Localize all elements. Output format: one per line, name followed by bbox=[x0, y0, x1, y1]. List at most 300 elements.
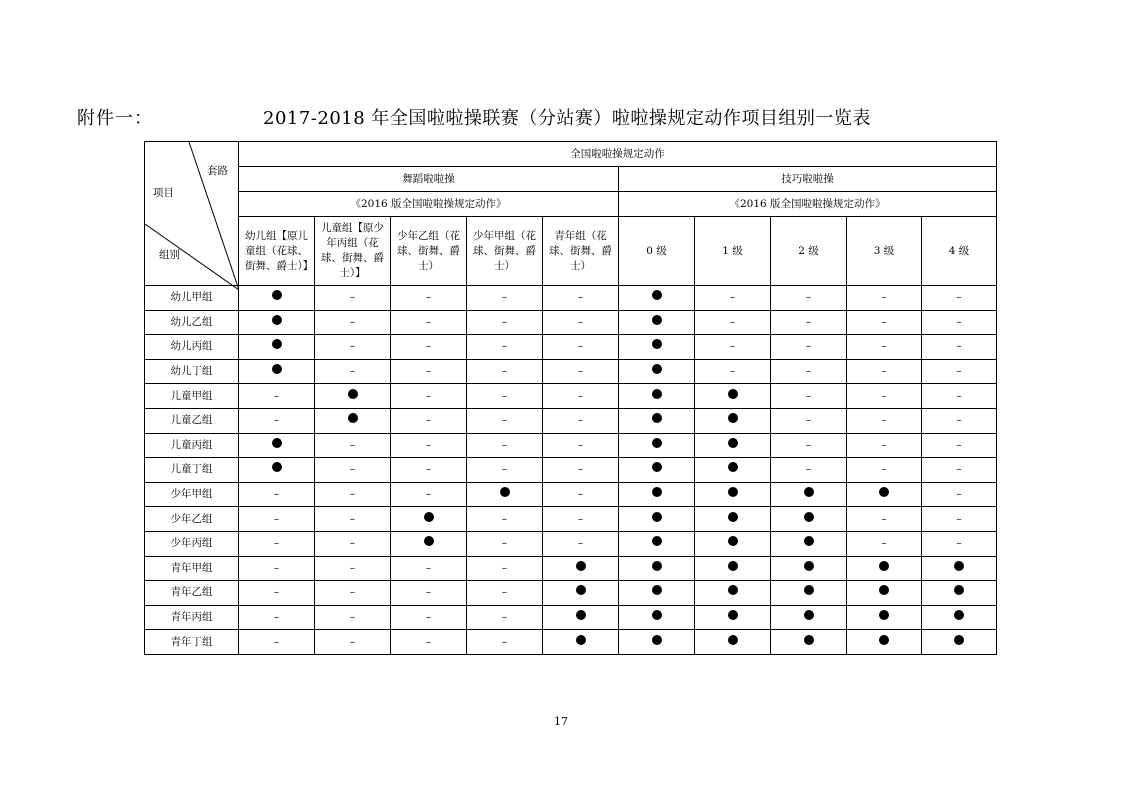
filled-dot-icon bbox=[652, 561, 662, 571]
column-header: 4 级 bbox=[922, 217, 997, 286]
filled-dot-icon bbox=[652, 536, 662, 546]
filled-dot-icon bbox=[652, 585, 662, 595]
included-dot-cell bbox=[695, 630, 771, 655]
excluded-dash-cell bbox=[467, 581, 543, 606]
included-dot-cell bbox=[695, 556, 771, 581]
excluded-dash-cell bbox=[467, 310, 543, 335]
included-dot-cell bbox=[619, 556, 695, 581]
filled-dot-icon bbox=[879, 561, 889, 571]
excluded-dash-cell bbox=[315, 507, 391, 532]
included-dot-cell bbox=[922, 556, 997, 581]
dash-mark: – bbox=[501, 561, 508, 574]
group-label-cell: 幼儿甲组 bbox=[145, 286, 239, 311]
included-dot-cell bbox=[467, 482, 543, 507]
dash-mark: – bbox=[881, 340, 887, 353]
dash-mark: – bbox=[956, 512, 962, 525]
excluded-dash-cell bbox=[391, 286, 467, 311]
group-label-cell: 幼儿丙组 bbox=[145, 335, 239, 360]
excluded-dash-cell bbox=[315, 605, 391, 630]
excluded-dash-cell bbox=[922, 433, 997, 458]
filled-dot-icon bbox=[652, 389, 662, 399]
filled-dot-icon bbox=[272, 290, 282, 300]
dash-mark: – bbox=[349, 537, 356, 550]
included-dot-cell bbox=[619, 458, 695, 483]
excluded-dash-cell bbox=[391, 630, 467, 655]
dash-mark: – bbox=[501, 611, 508, 624]
dash-mark: – bbox=[577, 414, 584, 427]
dash-mark: – bbox=[881, 537, 887, 550]
filled-dot-icon bbox=[728, 536, 738, 546]
dash-mark: – bbox=[881, 291, 887, 304]
excluded-dash-cell bbox=[467, 630, 543, 655]
dash-mark: – bbox=[349, 340, 356, 353]
filled-dot-icon bbox=[804, 561, 814, 571]
excluded-dash-cell bbox=[315, 581, 391, 606]
included-dot-cell bbox=[922, 605, 997, 630]
included-dot-cell bbox=[771, 531, 847, 556]
included-dot-cell bbox=[239, 359, 315, 384]
excluded-dash-cell bbox=[771, 286, 847, 311]
dash-mark: – bbox=[501, 537, 508, 550]
attachment-label: 附件一： bbox=[77, 108, 153, 129]
included-dot-cell bbox=[847, 605, 922, 630]
excluded-dash-cell bbox=[847, 458, 922, 483]
group-label-cell: 青年乙组 bbox=[145, 581, 239, 606]
dash-mark: – bbox=[881, 512, 887, 525]
dash-mark: – bbox=[273, 611, 280, 624]
dash-mark: – bbox=[501, 291, 508, 304]
dash-mark: – bbox=[577, 315, 584, 328]
included-dot-cell bbox=[695, 433, 771, 458]
table-row bbox=[145, 556, 997, 581]
dash-mark: – bbox=[425, 414, 432, 427]
excluded-dash-cell bbox=[922, 359, 997, 384]
dash-mark: – bbox=[501, 586, 508, 599]
excluded-dash-cell bbox=[695, 310, 771, 335]
dash-mark: – bbox=[273, 488, 280, 501]
included-dot-cell bbox=[543, 605, 619, 630]
dash-mark: – bbox=[425, 611, 432, 624]
dash-mark: – bbox=[805, 365, 812, 378]
excluded-dash-cell bbox=[922, 408, 997, 433]
excluded-dash-cell bbox=[847, 408, 922, 433]
group-label-cell: 儿童乙组 bbox=[145, 408, 239, 433]
filled-dot-icon bbox=[652, 290, 662, 300]
filled-dot-icon bbox=[804, 487, 814, 497]
top-header-cell: 全国啦啦操规定动作 bbox=[239, 142, 997, 167]
corner-route-label: 套路 bbox=[207, 165, 228, 177]
group-label-cell: 少年甲组 bbox=[145, 482, 239, 507]
dash-mark: – bbox=[881, 414, 887, 427]
included-dot-cell bbox=[619, 581, 695, 606]
dash-mark: – bbox=[273, 537, 280, 550]
excluded-dash-cell bbox=[695, 286, 771, 311]
excluded-dash-cell bbox=[315, 630, 391, 655]
excluded-dash-cell bbox=[391, 605, 467, 630]
dash-mark: – bbox=[501, 438, 508, 451]
included-dot-cell bbox=[619, 605, 695, 630]
included-dot-cell bbox=[695, 482, 771, 507]
filled-dot-icon bbox=[348, 389, 358, 399]
group-label-cell: 少年丙组 bbox=[145, 531, 239, 556]
included-dot-cell bbox=[619, 630, 695, 655]
excluded-dash-cell bbox=[467, 335, 543, 360]
excluded-dash-cell bbox=[771, 408, 847, 433]
excluded-dash-cell bbox=[467, 556, 543, 581]
included-dot-cell bbox=[619, 384, 695, 409]
excluded-dash-cell bbox=[467, 384, 543, 409]
filled-dot-icon bbox=[954, 585, 964, 595]
table-row bbox=[145, 507, 997, 532]
column-header: 少年甲组（花球、街舞、爵士） bbox=[467, 217, 543, 286]
excluded-dash-cell bbox=[391, 408, 467, 433]
dance-source-cell: 《2016 版全国啦啦操规定动作》 bbox=[239, 192, 619, 217]
excluded-dash-cell bbox=[543, 359, 619, 384]
dash-mark: – bbox=[273, 389, 280, 402]
excluded-dash-cell bbox=[239, 507, 315, 532]
excluded-dash-cell bbox=[847, 359, 922, 384]
table-row bbox=[145, 630, 997, 655]
dash-mark: – bbox=[729, 291, 736, 304]
filled-dot-icon bbox=[728, 389, 738, 399]
dash-mark: – bbox=[501, 340, 508, 353]
dash-mark: – bbox=[881, 389, 887, 402]
included-dot-cell bbox=[239, 335, 315, 360]
dash-mark: – bbox=[881, 365, 887, 378]
filled-dot-icon bbox=[500, 487, 510, 497]
dash-mark: – bbox=[577, 389, 584, 402]
included-dot-cell bbox=[847, 630, 922, 655]
group-label-cell: 青年甲组 bbox=[145, 556, 239, 581]
excluded-dash-cell bbox=[239, 605, 315, 630]
excluded-dash-cell bbox=[771, 433, 847, 458]
included-dot-cell bbox=[847, 482, 922, 507]
filled-dot-icon bbox=[424, 536, 434, 546]
excluded-dash-cell bbox=[391, 581, 467, 606]
dash-mark: – bbox=[425, 365, 432, 378]
filled-dot-icon bbox=[728, 438, 738, 448]
table-row bbox=[145, 408, 997, 433]
dash-mark: – bbox=[956, 389, 962, 402]
excluded-dash-cell bbox=[543, 433, 619, 458]
filled-dot-icon bbox=[272, 438, 282, 448]
excluded-dash-cell bbox=[239, 581, 315, 606]
included-dot-cell bbox=[695, 531, 771, 556]
corner-item-label: 项目 bbox=[153, 187, 174, 199]
excluded-dash-cell bbox=[315, 556, 391, 581]
included-dot-cell bbox=[315, 384, 391, 409]
dash-mark: – bbox=[805, 340, 812, 353]
excluded-dash-cell bbox=[847, 384, 922, 409]
dash-mark: – bbox=[501, 635, 508, 648]
dash-mark: – bbox=[956, 463, 962, 476]
filled-dot-icon bbox=[804, 536, 814, 546]
included-dot-cell bbox=[619, 531, 695, 556]
included-dot-cell bbox=[695, 605, 771, 630]
excluded-dash-cell bbox=[315, 359, 391, 384]
excluded-dash-cell bbox=[239, 556, 315, 581]
dash-mark: – bbox=[956, 488, 962, 501]
excluded-dash-cell bbox=[922, 482, 997, 507]
excluded-dash-cell bbox=[239, 630, 315, 655]
filled-dot-icon bbox=[652, 462, 662, 472]
dash-mark: – bbox=[577, 512, 584, 525]
dash-mark: – bbox=[729, 315, 736, 328]
filled-dot-icon bbox=[804, 585, 814, 595]
excluded-dash-cell bbox=[391, 335, 467, 360]
dash-mark: – bbox=[425, 389, 432, 402]
dash-mark: – bbox=[273, 512, 280, 525]
dash-mark: – bbox=[956, 537, 962, 550]
included-dot-cell bbox=[239, 286, 315, 311]
excluded-dash-cell bbox=[239, 482, 315, 507]
group-label-cell: 儿童甲组 bbox=[145, 384, 239, 409]
dash-mark: – bbox=[577, 438, 584, 451]
dash-mark: – bbox=[805, 414, 812, 427]
excluded-dash-cell bbox=[922, 310, 997, 335]
included-dot-cell bbox=[695, 384, 771, 409]
dash-mark: – bbox=[349, 315, 356, 328]
included-dot-cell bbox=[771, 581, 847, 606]
included-dot-cell bbox=[619, 335, 695, 360]
filled-dot-icon bbox=[954, 635, 964, 645]
excluded-dash-cell bbox=[467, 433, 543, 458]
filled-dot-icon bbox=[272, 462, 282, 472]
dash-mark: – bbox=[805, 463, 812, 476]
filled-dot-icon bbox=[728, 512, 738, 522]
corner-group-label: 组别 bbox=[159, 249, 180, 261]
dance-header-cell: 舞蹈啦啦操 bbox=[239, 167, 619, 192]
dash-mark: – bbox=[577, 340, 584, 353]
included-dot-cell bbox=[771, 482, 847, 507]
column-header: 3 级 bbox=[847, 217, 922, 286]
excluded-dash-cell bbox=[771, 458, 847, 483]
excluded-dash-cell bbox=[695, 335, 771, 360]
excluded-dash-cell bbox=[239, 384, 315, 409]
excluded-dash-cell bbox=[771, 310, 847, 335]
dash-mark: – bbox=[349, 365, 356, 378]
dash-mark: – bbox=[501, 512, 508, 525]
included-dot-cell bbox=[771, 605, 847, 630]
included-dot-cell bbox=[239, 458, 315, 483]
table-row bbox=[145, 605, 997, 630]
excluded-dash-cell bbox=[695, 359, 771, 384]
dash-mark: – bbox=[425, 291, 432, 304]
dash-mark: – bbox=[577, 291, 584, 304]
included-dot-cell bbox=[922, 581, 997, 606]
dash-mark: – bbox=[577, 537, 584, 550]
column-header: 幼儿组【原儿童组（花球、街舞、爵士）】 bbox=[239, 217, 315, 286]
excluded-dash-cell bbox=[771, 335, 847, 360]
dash-mark: – bbox=[956, 291, 962, 304]
excluded-dash-cell bbox=[467, 605, 543, 630]
dash-mark: – bbox=[425, 340, 432, 353]
dash-mark: – bbox=[956, 340, 962, 353]
excluded-dash-cell bbox=[543, 335, 619, 360]
dash-mark: – bbox=[273, 414, 280, 427]
filled-dot-icon bbox=[728, 610, 738, 620]
dash-mark: – bbox=[425, 586, 432, 599]
included-dot-cell bbox=[771, 507, 847, 532]
excluded-dash-cell bbox=[847, 335, 922, 360]
dash-mark: – bbox=[349, 463, 356, 476]
excluded-dash-cell bbox=[922, 335, 997, 360]
excluded-dash-cell bbox=[771, 384, 847, 409]
included-dot-cell bbox=[695, 408, 771, 433]
corner-header-cell bbox=[145, 142, 239, 286]
dash-mark: – bbox=[273, 561, 280, 574]
excluded-dash-cell bbox=[391, 482, 467, 507]
included-dot-cell bbox=[239, 433, 315, 458]
excluded-dash-cell bbox=[239, 408, 315, 433]
dash-mark: – bbox=[425, 488, 432, 501]
dash-mark: – bbox=[349, 488, 356, 501]
excluded-dash-cell bbox=[467, 507, 543, 532]
excluded-dash-cell bbox=[543, 286, 619, 311]
included-dot-cell bbox=[619, 286, 695, 311]
excluded-dash-cell bbox=[391, 458, 467, 483]
filled-dot-icon bbox=[728, 462, 738, 472]
dash-mark: – bbox=[956, 365, 962, 378]
filled-dot-icon bbox=[804, 512, 814, 522]
page-title: 2017-2018 年全国啦啦操联赛（分站赛）啦啦操规定动作项目组别一览表 bbox=[263, 108, 871, 129]
column-header: 少年乙组（花球、街舞、爵士） bbox=[391, 217, 467, 286]
excluded-dash-cell bbox=[467, 359, 543, 384]
dash-mark: – bbox=[501, 389, 508, 402]
dash-mark: – bbox=[501, 463, 508, 476]
table-row bbox=[145, 458, 997, 483]
dash-mark: – bbox=[729, 365, 736, 378]
dash-mark: – bbox=[805, 315, 812, 328]
excluded-dash-cell bbox=[543, 482, 619, 507]
table-row bbox=[145, 286, 997, 311]
filled-dot-icon bbox=[576, 561, 586, 571]
excluded-dash-cell bbox=[543, 531, 619, 556]
dash-mark: – bbox=[425, 315, 432, 328]
group-label-cell: 青年丁组 bbox=[145, 630, 239, 655]
dash-mark: – bbox=[501, 315, 508, 328]
excluded-dash-cell bbox=[391, 359, 467, 384]
excluded-dash-cell bbox=[467, 531, 543, 556]
skill-header-cell: 技巧啦啦操 bbox=[619, 167, 997, 192]
excluded-dash-cell bbox=[391, 556, 467, 581]
dash-mark: – bbox=[956, 414, 962, 427]
included-dot-cell bbox=[847, 556, 922, 581]
dash-mark: – bbox=[501, 414, 508, 427]
filled-dot-icon bbox=[879, 635, 889, 645]
dash-mark: – bbox=[577, 365, 584, 378]
dash-mark: – bbox=[349, 611, 356, 624]
table-row bbox=[145, 335, 997, 360]
page-number: 17 bbox=[554, 715, 568, 728]
group-label-cell: 儿童丙组 bbox=[145, 433, 239, 458]
filled-dot-icon bbox=[652, 339, 662, 349]
table-row bbox=[145, 359, 997, 384]
column-header: 2 级 bbox=[771, 217, 847, 286]
table-row bbox=[145, 433, 997, 458]
filled-dot-icon bbox=[652, 610, 662, 620]
filled-dot-icon bbox=[576, 585, 586, 595]
dash-mark: – bbox=[425, 438, 432, 451]
excluded-dash-cell bbox=[391, 310, 467, 335]
included-dot-cell bbox=[619, 507, 695, 532]
filled-dot-icon bbox=[272, 339, 282, 349]
included-dot-cell bbox=[543, 556, 619, 581]
excluded-dash-cell bbox=[847, 310, 922, 335]
dash-mark: – bbox=[729, 340, 736, 353]
column-header: 0 级 bbox=[619, 217, 695, 286]
filled-dot-icon bbox=[652, 364, 662, 374]
column-header: 1 级 bbox=[695, 217, 771, 286]
dash-mark: – bbox=[577, 463, 584, 476]
table-row bbox=[145, 581, 997, 606]
excluded-dash-cell bbox=[922, 531, 997, 556]
column-header: 青年组（花球、街舞、爵士） bbox=[543, 217, 619, 286]
filled-dot-icon bbox=[652, 635, 662, 645]
included-dot-cell bbox=[922, 630, 997, 655]
included-dot-cell bbox=[315, 408, 391, 433]
dash-mark: – bbox=[956, 315, 962, 328]
dash-mark: – bbox=[881, 315, 887, 328]
included-dot-cell bbox=[391, 531, 467, 556]
filled-dot-icon bbox=[348, 413, 358, 423]
included-dot-cell bbox=[771, 556, 847, 581]
group-label-cell: 幼儿丁组 bbox=[145, 359, 239, 384]
filled-dot-icon bbox=[652, 413, 662, 423]
dash-mark: – bbox=[881, 463, 887, 476]
excluded-dash-cell bbox=[467, 286, 543, 311]
table-row bbox=[145, 310, 997, 335]
filled-dot-icon bbox=[576, 635, 586, 645]
included-dot-cell bbox=[847, 581, 922, 606]
skill-source-cell: 《2016 版全国啦啦操规定动作》 bbox=[619, 192, 997, 217]
filled-dot-icon bbox=[879, 487, 889, 497]
excluded-dash-cell bbox=[239, 531, 315, 556]
dash-mark: – bbox=[273, 586, 280, 599]
filled-dot-icon bbox=[954, 610, 964, 620]
included-dot-cell bbox=[695, 507, 771, 532]
dash-mark: – bbox=[349, 635, 356, 648]
filled-dot-icon bbox=[728, 635, 738, 645]
dash-mark: – bbox=[349, 291, 356, 304]
included-dot-cell bbox=[619, 433, 695, 458]
dash-mark: – bbox=[349, 512, 356, 525]
included-dot-cell bbox=[695, 458, 771, 483]
filled-dot-icon bbox=[954, 561, 964, 571]
included-dot-cell bbox=[543, 630, 619, 655]
excluded-dash-cell bbox=[315, 458, 391, 483]
dash-mark: – bbox=[349, 438, 356, 451]
filled-dot-icon bbox=[272, 364, 282, 374]
filled-dot-icon bbox=[272, 315, 282, 325]
included-dot-cell bbox=[391, 507, 467, 532]
excluded-dash-cell bbox=[543, 408, 619, 433]
excluded-dash-cell bbox=[315, 310, 391, 335]
included-dot-cell bbox=[619, 310, 695, 335]
dash-mark: – bbox=[805, 291, 812, 304]
dash-mark: – bbox=[805, 389, 812, 402]
dash-mark: – bbox=[349, 561, 356, 574]
column-header: 儿童组【原少年丙组（花球、街舞、爵士）】 bbox=[315, 217, 391, 286]
excluded-dash-cell bbox=[315, 286, 391, 311]
dash-mark: – bbox=[425, 561, 432, 574]
excluded-dash-cell bbox=[847, 507, 922, 532]
filled-dot-icon bbox=[804, 635, 814, 645]
excluded-dash-cell bbox=[467, 458, 543, 483]
filled-dot-icon bbox=[879, 610, 889, 620]
filled-dot-icon bbox=[804, 610, 814, 620]
excluded-dash-cell bbox=[922, 384, 997, 409]
